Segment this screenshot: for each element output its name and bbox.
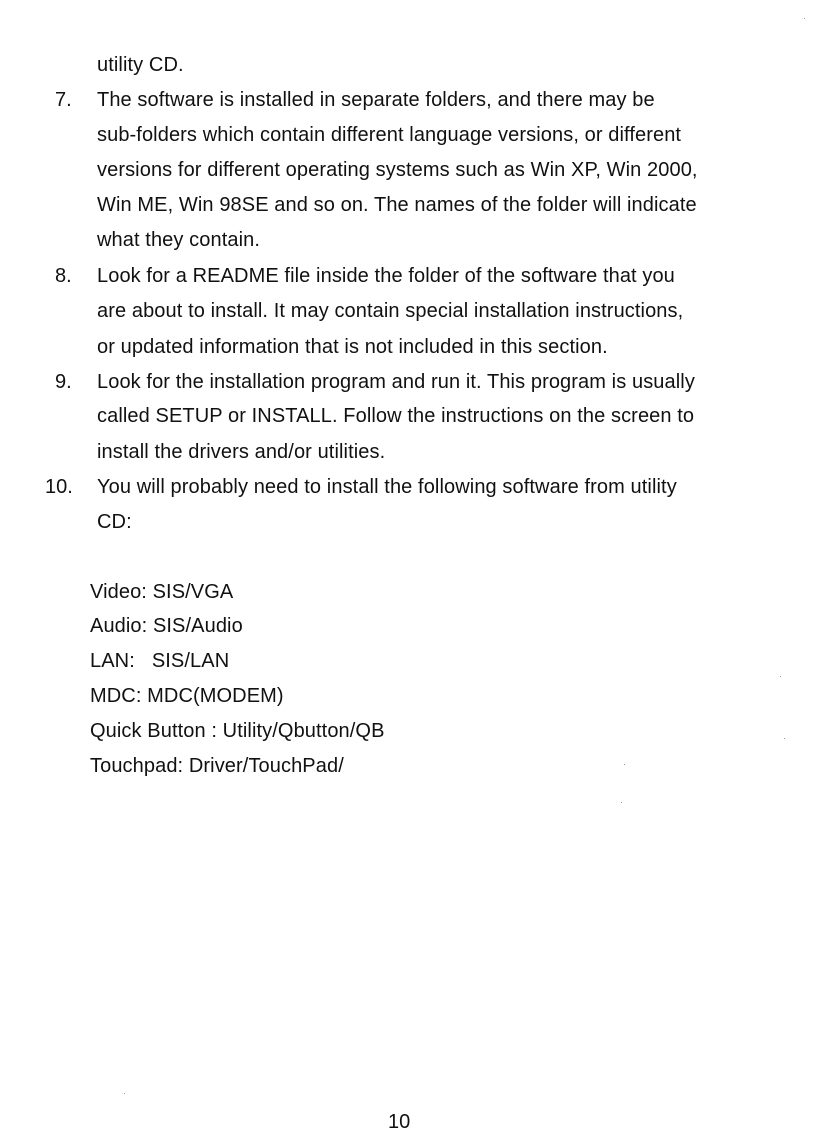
item-7-line: sub-folders which contain different language versions, or different xyxy=(97,124,682,146)
scan-speck xyxy=(124,1093,125,1094)
scan-speck xyxy=(621,802,622,803)
scan-speck xyxy=(624,764,625,765)
software-list-item: LAN: SIS/LAN xyxy=(90,650,230,672)
page-number: 10 xyxy=(388,1111,411,1133)
item-7-line: what they contain. xyxy=(97,229,261,251)
software-list-item: Touchpad: Driver/TouchPad/ xyxy=(90,755,344,777)
item-8-line: are about to install. It may contain special installation instructions, xyxy=(97,300,684,322)
item-9-number: 9. xyxy=(55,371,72,393)
item-7-line: The software is installed in separate folders, and there may be xyxy=(97,89,655,111)
scan-speck xyxy=(784,738,785,739)
item-8-line: or updated information that is not included in this section. xyxy=(97,336,608,358)
item-7-line: Win ME, Win 98SE and so on. The names of the folder will indicate xyxy=(97,194,697,216)
item-9-line: Look for the installation program and run it. This program is usually xyxy=(97,371,695,393)
scan-speck xyxy=(780,676,781,677)
item-10-line: CD: xyxy=(97,511,132,533)
item-7-number: 7. xyxy=(55,89,72,111)
software-list-item: Video: SIS/VGA xyxy=(90,581,234,603)
item-7-line: versions for different operating systems such as Win XP, Win 2000, xyxy=(97,159,698,181)
continuation-line: utility CD. xyxy=(97,54,184,76)
item-10-number: 10. xyxy=(45,476,73,498)
scan-speck xyxy=(804,18,805,19)
item-10-line: You will probably need to install the following software from utility xyxy=(97,476,677,498)
software-list-item: MDC: MDC(MODEM) xyxy=(90,685,284,707)
item-9-line: called SETUP or INSTALL. Follow the instructions on the screen to xyxy=(97,405,695,427)
item-8-number: 8. xyxy=(55,265,72,287)
software-list-item: Audio: SIS/Audio xyxy=(90,615,243,637)
software-list-item: Quick Button : Utility/Qbutton/QB xyxy=(90,720,385,742)
item-9-line: install the drivers and/or utilities. xyxy=(97,441,386,463)
item-8-line: Look for a README file inside the folder of the software that you xyxy=(97,265,675,287)
